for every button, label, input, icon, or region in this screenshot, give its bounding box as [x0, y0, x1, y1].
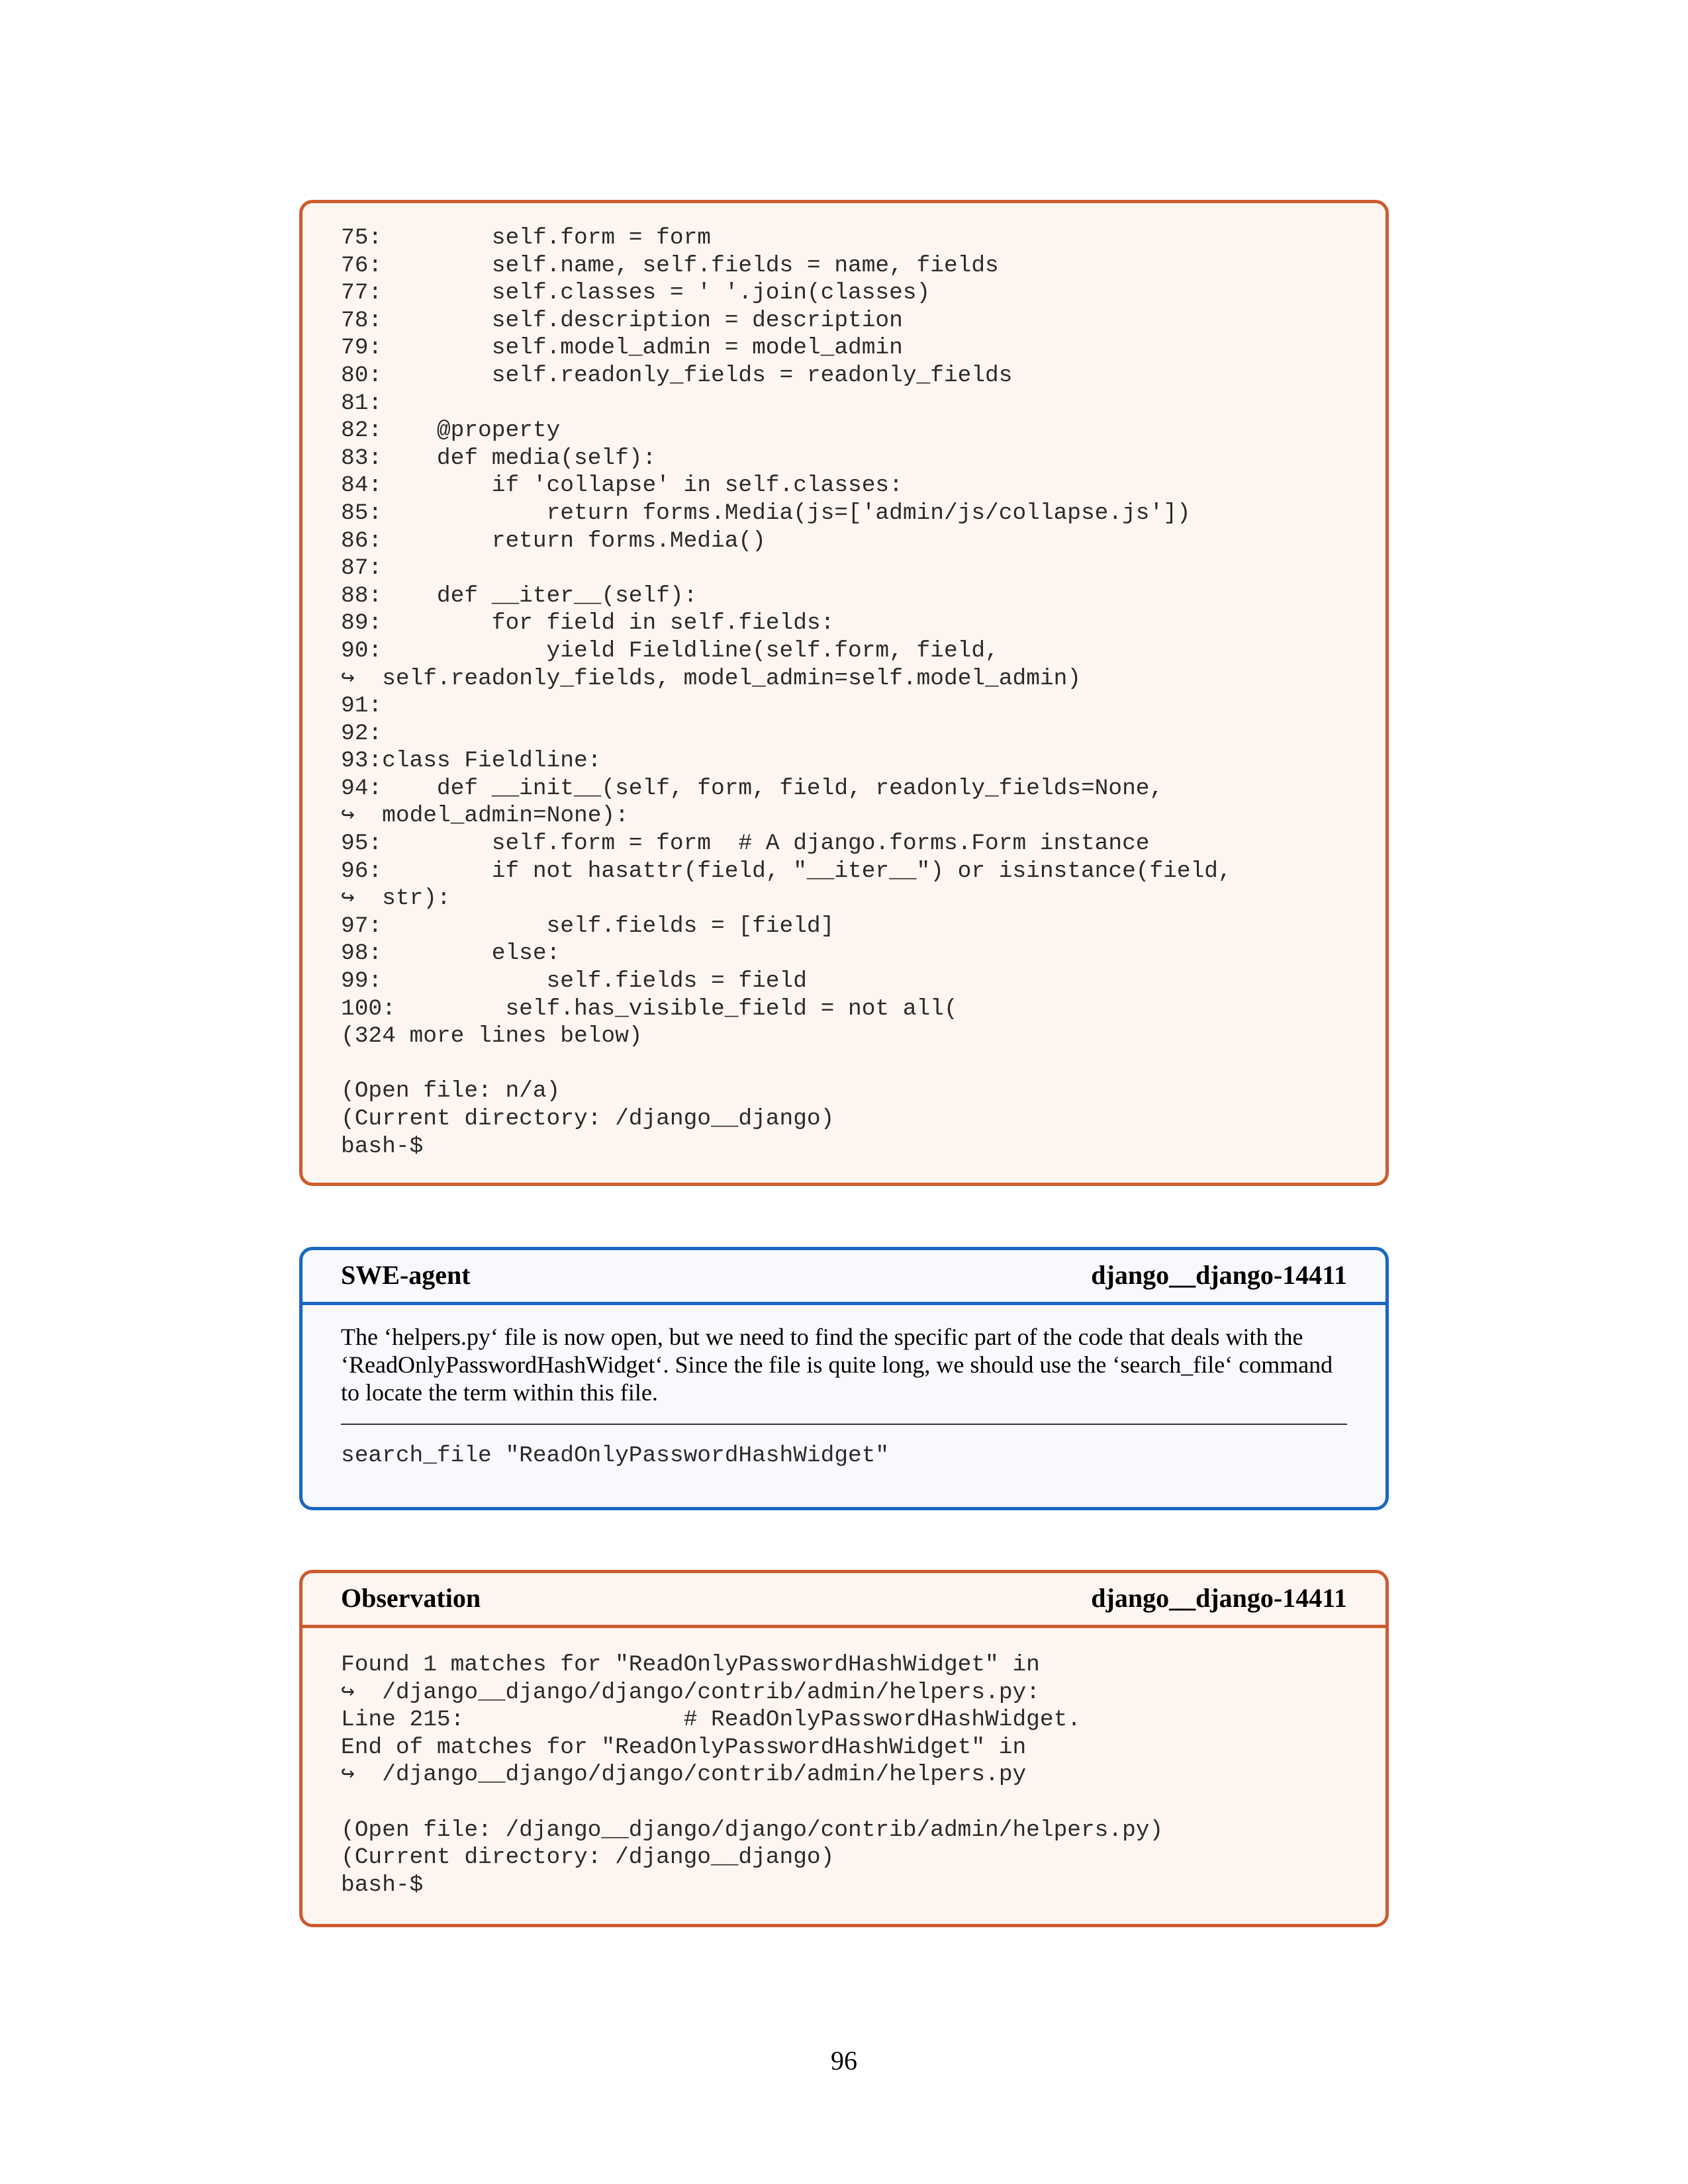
observation-box-instance-id: django__django-14411 [1091, 1583, 1347, 1613]
agent-box-title: SWE-agent [341, 1260, 471, 1290]
agent-action-box [299, 1247, 1389, 1510]
agent-box-header [303, 1250, 1385, 1305]
observation-box-title: Observation [341, 1583, 481, 1613]
agent-thought-text: The ‘helpers.py‘ file is now open, but we need to find the specific part of the code that deals with the ‘ReadOnlyPasswordHashWidget‘. Since the file is quite long, we should use the ‘search_file‘ command to locate the term within this file. [341, 1324, 1333, 1406]
agent-command: search_file "ReadOnlyPasswordHashWidget" [341, 1443, 890, 1469]
observation-search-output: Found 1 matches for "ReadOnlyPasswordHashWidget" in ↪ /django__django/django/contrib/admin/helpers.py: Line 215: # ReadOnlyPasswordHashWidget. End of matches for "ReadOnlyPasswordHashWidget" in ↪ /django__django/django/contrib/admin/helpers.py (Open file: /django__django/django/contrib/admin/helpers.py) (Current directory: /django__django) bash-$ [341, 1652, 1164, 1898]
page-number: 96 [831, 2046, 857, 2075]
observation-box-continued [299, 200, 1389, 1186]
agent-box-instance-id: django__django-14411 [1091, 1260, 1347, 1290]
observation-box-header [303, 1573, 1385, 1628]
observation-box [299, 1570, 1389, 1927]
thought-command-divider [341, 1424, 1347, 1425]
observation-code-output: 75: self.form = form 76: self.name, self.fields = name, fields 77: self.classes = ' '.join(classes) 78: self.description = description 79: self.model_admin = model_admin 80: self.readonly_fields = readonly_fields 81: 82: @property 83: def media(self): 84: if 'collapse' in self.classes: 85: return forms.Media(js=['admin/js/collapse.js']) 86: return forms.Media() 87: 88: def __iter__(self): 89: for field in self.fields: 90: yield Fieldline(self.form, field, ↪ self.readonly_fields, model_admin=self.model_admin) 91: 92: 93:class Fieldline: 94: def __init__(self, form, field, readonly_fields=None, ↪ model_admin=None): 95: self.form = form # A django.forms.Form instance 96: if not hasattr(field, "__iter__") or isinstance(field, ↪ str): 97: self.fields = [field] 98: else: 99: self.fields = field 100: self.has_visible_field = not all( (324 more lines below) (Open file: n/a) (Current directory: /django__django) bash-$ [341, 225, 1232, 1160]
